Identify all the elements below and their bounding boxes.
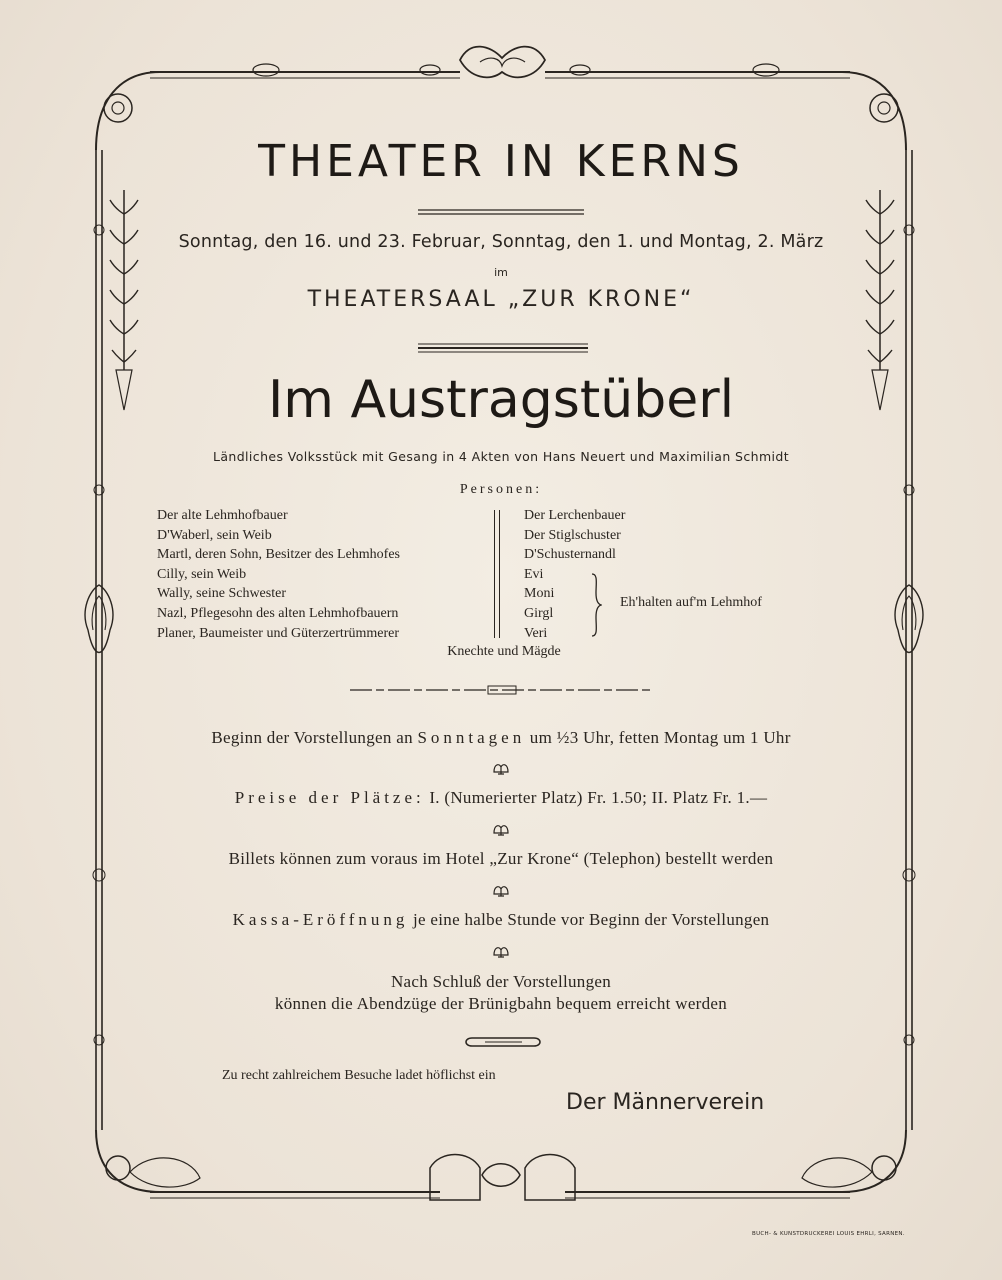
cast-member: Cilly, sein Weib bbox=[157, 566, 247, 582]
theater-title: THEATER IN KERNS bbox=[258, 136, 744, 187]
start-times-text: Beginn der Vorstellungen an bbox=[211, 728, 413, 747]
cast-list-right bbox=[524, 506, 625, 643]
venue-preposition: im bbox=[494, 266, 508, 279]
cast-divider-line bbox=[499, 510, 500, 638]
society-signature: Der Männerverein bbox=[566, 1090, 765, 1115]
cast-member: Moni bbox=[524, 586, 555, 602]
flower-ornament-icon bbox=[491, 819, 511, 839]
cast-group-note: Eh'halten auf'm Lehmhof bbox=[620, 595, 762, 610]
venue-name: THEATERSAAL „ZUR KRONE“ bbox=[307, 287, 695, 312]
cast-list-left bbox=[157, 506, 400, 643]
cast-member: Evi bbox=[524, 566, 544, 582]
cast-member: Veri bbox=[524, 625, 548, 641]
cast-member: Wally, seine Schwester bbox=[157, 586, 286, 602]
train-note-line: können die Abendzüge der Brünigbahn bequem erreicht werden bbox=[274, 994, 728, 1013]
play-title: Im Austragstüberl bbox=[267, 370, 735, 430]
box-office-time: je eine halbe Stunde vor Beginn der Vorstellungen bbox=[413, 910, 770, 929]
cast-member: Girgl bbox=[524, 605, 554, 621]
cast-member: Planer, Baumeister und Güterzertrümmerer bbox=[157, 625, 400, 641]
ticket-booking-text: Billets können zum voraus im Hotel „Zur Krone“ (Telephon) bestellt werden bbox=[228, 849, 774, 868]
flower-ornament-icon bbox=[491, 941, 511, 961]
cast-heading: Personen: bbox=[459, 482, 543, 497]
invitation-text: Zu recht zahlreichem Besuche ladet höflichst ein bbox=[222, 1068, 496, 1083]
performance-start-times bbox=[0, 728, 1002, 748]
cast-member: Der Lerchenbauer bbox=[524, 508, 626, 523]
cast-member: Der alte Lehmhofbauer bbox=[157, 508, 288, 523]
cast-member: D'Schusternandl bbox=[524, 547, 616, 563]
start-times-sundays: Sonntagen bbox=[417, 728, 526, 747]
box-office-opening bbox=[0, 910, 1002, 930]
flower-ornament-icon bbox=[491, 880, 511, 900]
performance-dates: Sonntag, den 16. und 23. Februar, Sonntag, den 1. und Montag, 2. März bbox=[178, 232, 824, 252]
cast-extras: Knechte und Mägde bbox=[447, 644, 561, 659]
printer-imprint: BUCH- & KUNSTDRUCKEREI LOUIS EHRLI, SARNEN. bbox=[752, 1231, 905, 1237]
prices-values: I. (Numerierter Platz) Fr. 1.50; II. Platz Fr. 1.— bbox=[429, 788, 768, 807]
cast-member: D'Waberl, sein Weib bbox=[157, 527, 272, 543]
train-connection-note bbox=[0, 971, 1002, 1015]
start-times-hours: um ½3 Uhr, fetten Montag um 1 Uhr bbox=[529, 728, 791, 747]
seat-prices bbox=[0, 788, 1002, 808]
cast-member: Nazl, Pflegesohn des alten Lehmhofbauern bbox=[157, 605, 399, 621]
cast-member: Der Stiglschuster bbox=[524, 527, 621, 543]
play-subtitle: Ländliches Volksstück mit Gesang in 4 Akten von Hans Neuert und Maximilian Schmidt bbox=[212, 449, 790, 464]
cast-member: Martl, deren Sohn, Besitzer des Lehmhofes bbox=[157, 547, 400, 563]
brace-icon bbox=[590, 573, 602, 637]
cast-divider-line bbox=[494, 510, 495, 638]
train-note-line: Nach Schluß der Vorstellungen bbox=[390, 972, 612, 991]
box-office-label: Kassa-Eröffnung bbox=[232, 910, 409, 929]
prices-label: Preise der Plätze: bbox=[234, 788, 425, 807]
flower-ornament-icon bbox=[491, 758, 511, 778]
